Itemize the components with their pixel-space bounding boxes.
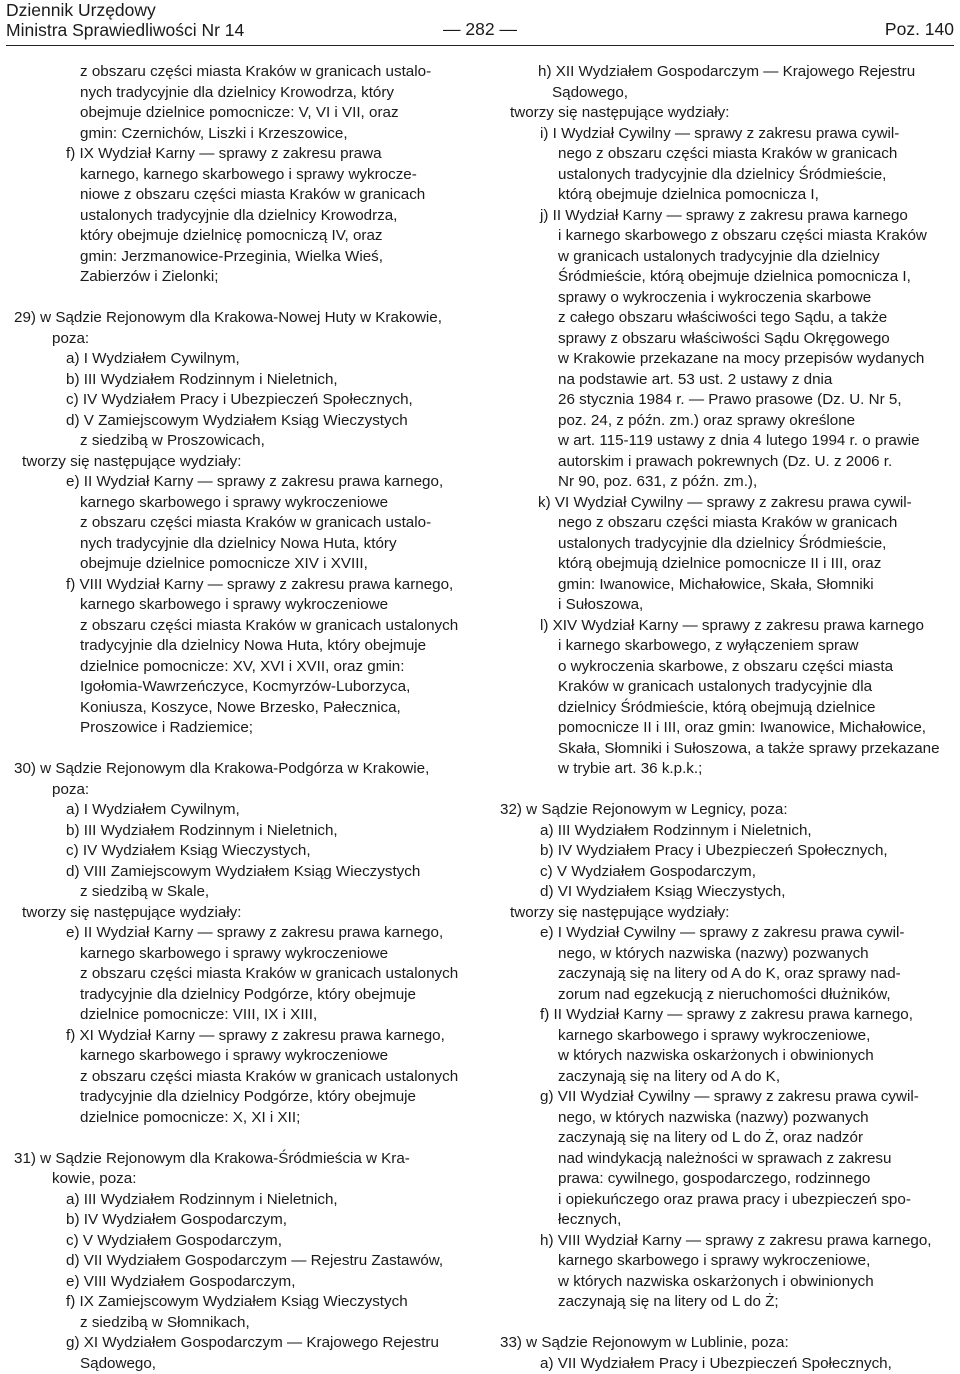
text-line: z obszaru części miasta Kraków w granicach ustalonych — [14, 1067, 470, 1088]
text-line: d) VII Wydziałem Gospodarczym — Rejestru Zastawów, — [14, 1251, 470, 1272]
text-line: poza: — [14, 329, 470, 350]
text-line: w trybie art. 36 k.p.k.; — [500, 759, 956, 780]
text-line: i Sułoszowa, — [500, 595, 956, 616]
text-line: o wykroczenia skarbowe, z obszaru części miasta — [500, 657, 956, 678]
publication-title: Dziennik Urzędowy — [6, 0, 244, 20]
text-line: Zabierzów i Zielonki; — [14, 267, 470, 288]
text-line: h) XII Wydziałem Gospodarczym — Krajowego Rejestru — [500, 62, 956, 83]
text-line: dzielnice pomocnicze: X, XI i XII; — [14, 1108, 470, 1129]
text-line: karnego skarbowego i sprawy wykroczeniowe, — [500, 1251, 956, 1272]
text-line: z siedzibą w Słomnikach, — [14, 1313, 470, 1334]
text-line: zorum nad egzekucją z nieruchomości dłużników, — [500, 985, 956, 1006]
text-line: b) IV Wydziałem Pracy i Ubezpieczeń Społecznych, — [500, 841, 956, 862]
text-line: gmin: Czernichów, Liszki i Krzeszowice, — [14, 124, 470, 145]
text-line: dzielnicy Śródmieście, którą obejmują dzielnice — [500, 698, 956, 719]
text-line: ustalonych tradycyjnie dla dzielnicy Krowodrza, — [14, 206, 470, 227]
text-line: c) IV Wydziałem Pracy i Ubezpieczeń Społecznych, — [14, 390, 470, 411]
text-line: e) II Wydział Karny — sprawy z zakresu prawa karnego, — [14, 472, 470, 493]
text-line: Sądowego, — [14, 1354, 470, 1374]
text-line: c) IV Wydziałem Ksiąg Wieczystych, — [14, 841, 470, 862]
text-line: b) IV Wydziałem Gospodarczym, — [14, 1210, 470, 1231]
text-line: sprawy o wykroczenia i wykroczenia skarbowe — [500, 288, 956, 309]
text-line: d) VI Wydziałem Ksiąg Wieczystych, — [500, 882, 956, 903]
text-line: tworzy się następujące wydziały: — [14, 452, 470, 473]
text-line: f) II Wydział Karny — sprawy z zakresu prawa karnego, — [500, 1005, 956, 1026]
text-line: zaczynają się na litery od L do Ż; — [500, 1292, 956, 1313]
text-line: i karnego skarbowego z obszaru części miasta Kraków — [500, 226, 956, 247]
text-line: Nr 90, poz. 631, z późn. zm.), — [500, 472, 956, 493]
text-line: j) II Wydział Karny — sprawy z zakresu prawa karnego — [500, 206, 956, 227]
text-line: tworzy się następujące wydziały: — [500, 103, 956, 124]
text-line: zaczynają się na litery od L do Ż, oraz nadzór — [500, 1128, 956, 1149]
text-line: tworzy się następujące wydziały: — [500, 903, 956, 924]
text-line: k) VI Wydział Cywilny — sprawy z zakresu prawa cywil- — [500, 493, 956, 514]
position-number: Poz. 140 — [885, 19, 954, 39]
text-line: Igołomia-Wawrzeńczyce, Kocmyrzów-Luborzyca, — [14, 677, 470, 698]
text-line: karnego skarbowego i sprawy wykroczeniowe — [14, 944, 470, 965]
text-line: z obszaru części miasta Kraków w granicach ustalo- — [14, 513, 470, 534]
text-line: zaczynają się na litery od A do K, — [500, 1067, 956, 1088]
text-line: poza: — [14, 780, 470, 801]
paragraph-gap — [14, 739, 470, 760]
paragraph-gap — [500, 1313, 956, 1334]
text-line: który obejmuje dzielnicę pomocniczą IV, oraz — [14, 226, 470, 247]
ministry-issue: Ministra Sprawiedliwości Nr 14 — [6, 20, 244, 40]
text-line: karnego skarbowego i sprawy wykroczeniowe, — [500, 1026, 956, 1047]
text-line: a) VII Wydziałem Pracy i Ubezpieczeń Społecznych, — [500, 1354, 956, 1374]
text-line: Koniusza, Koszyce, Nowe Brzesko, Pałecznica, — [14, 698, 470, 719]
header-rule — [6, 45, 954, 46]
paragraph-gap — [14, 1128, 470, 1149]
text-line: ustalonych tradycyjnie dla dzielnicy Śródmieście, — [500, 534, 956, 555]
text-line: zaczynają się na litery od A do K, oraz sprawy nad- — [500, 964, 956, 985]
text-line: z obszaru części miasta Kraków w granicach ustalonych — [14, 616, 470, 637]
text-line: g) VII Wydział Cywilny — sprawy z zakresu prawa cywil- — [500, 1087, 956, 1108]
text-line: a) III Wydziałem Rodzinnym i Nieletnich, — [500, 821, 956, 842]
text-line: w których nazwiska oskarżonych i obwinionych — [500, 1046, 956, 1067]
page-header — [6, 0, 954, 44]
text-line: prawa: cywilnego, gospodarczego, rodzinnego — [500, 1169, 956, 1190]
text-line: nad windykacją należności w sprawach z zakresu — [500, 1149, 956, 1170]
text-line: z obszaru części miasta Kraków w granicach ustalonych — [14, 964, 470, 985]
text-line: e) II Wydział Karny — sprawy z zakresu prawa karnego, — [14, 923, 470, 944]
text-line: w art. 115-119 ustawy z dnia 4 lutego 1994 r. o prawie — [500, 431, 956, 452]
text-line: ustalonych tradycyjnie dla dzielnicy Śródmieście, — [500, 165, 956, 186]
text-line: l) XIV Wydział Karny — sprawy z zakresu prawa karnego — [500, 616, 956, 637]
text-line: e) I Wydział Cywilny — sprawy z zakresu prawa cywil- — [500, 923, 956, 944]
text-line: którą obejmuje dzielnica pomocnicza I, — [500, 185, 956, 206]
text-line: b) III Wydziałem Rodzinnym i Nieletnich, — [14, 821, 470, 842]
text-line: i opiekuńczego oraz prawa pracy i ubezpieczeń spo- — [500, 1190, 956, 1211]
text-line: Skała, Słomniki i Sułoszowa, a także sprawy przekazane — [500, 739, 956, 760]
text-line: tradycyjnie dla dzielnicy Nowa Huta, który obejmuje — [14, 636, 470, 657]
text-line: nego, w których nazwiska (nazwy) pozwanych — [500, 944, 956, 965]
left-column — [14, 62, 470, 1374]
text-line: gmin: Iwanowice, Michałowice, Skała, Słomniki — [500, 575, 956, 596]
text-line: obejmuje dzielnice pomocnicze XIV i XVIII, — [14, 554, 470, 575]
text-line: f) IX Wydział Karny — sprawy z zakresu prawa — [14, 144, 470, 165]
text-line: którą obejmują dzielnice pomocnicze II i III, oraz — [500, 554, 956, 575]
text-line: dzielnice pomocnicze: VIII, IX i XIII, — [14, 1005, 470, 1026]
text-line: 29) w Sądzie Rejonowym dla Krakowa-Nowej Huty w Krakowie, — [14, 308, 470, 329]
text-line: kowie, poza: — [14, 1169, 470, 1190]
paragraph-gap — [14, 288, 470, 309]
text-line: z siedzibą w Proszowicach, — [14, 431, 470, 452]
text-line: karnego skarbowego i sprawy wykroczeniowe — [14, 493, 470, 514]
text-line: nego z obszaru części miasta Kraków w granicach — [500, 144, 956, 165]
text-line: f) VIII Wydział Karny — sprawy z zakresu prawa karnego, — [14, 575, 470, 596]
text-line: obejmuje dzielnice pomocnicze: V, VI i VII, oraz — [14, 103, 470, 124]
right-column — [500, 62, 956, 1374]
text-line: e) VIII Wydziałem Gospodarczym, — [14, 1272, 470, 1293]
text-line: tradycyjnie dla dzielnicy Podgórze, który obejmuje — [14, 985, 470, 1006]
text-line: a) I Wydziałem Cywilnym, — [14, 800, 470, 821]
text-line: tradycyjnie dla dzielnicy Podgórze, który obejmuje — [14, 1087, 470, 1108]
text-line: 26 stycznia 1984 r. — Prawo prasowe (Dz. U. Nr 5, — [500, 390, 956, 411]
text-line: na podstawie art. 53 ust. 2 ustawy z dnia — [500, 370, 956, 391]
text-line: w których nazwiska oskarżonych i obwinionych — [500, 1272, 956, 1293]
text-line: a) III Wydziałem Rodzinnym i Nieletnich, — [14, 1190, 470, 1211]
text-line: gmin: Jerzmanowice-Przeginia, Wielka Wieś, — [14, 247, 470, 268]
text-line: b) III Wydziałem Rodzinnym i Nieletnich, — [14, 370, 470, 391]
text-line: z obszaru części miasta Kraków w granicach ustalo- — [14, 62, 470, 83]
text-line: nego z obszaru części miasta Kraków w granicach — [500, 513, 956, 534]
text-line: Sądowego, — [500, 83, 956, 104]
text-line: c) V Wydziałem Gospodarczym, — [500, 862, 956, 883]
text-line: f) IX Zamiejscowym Wydziałem Ksiąg Wieczystych — [14, 1292, 470, 1313]
text-line: f) XI Wydział Karny — sprawy z zakresu prawa karnego, — [14, 1026, 470, 1047]
text-line: nego, w których nazwiska (nazwy) pozwanych — [500, 1108, 956, 1129]
text-line: 31) w Sądzie Rejonowym dla Krakowa-Śródmieścia w Kra- — [14, 1149, 470, 1170]
text-line: nych tradycyjnie dla dzielnicy Nowa Huta, który — [14, 534, 470, 555]
text-line: 30) w Sądzie Rejonowym dla Krakowa-Podgórza w Krakowie, — [14, 759, 470, 780]
text-line: karnego, karnego skarbowego i sprawy wykrocze- — [14, 165, 470, 186]
text-line: 32) w Sądzie Rejonowym w Legnicy, poza: — [500, 800, 956, 821]
text-line: 33) w Sądzie Rejonowym w Lublinie, poza: — [500, 1333, 956, 1354]
text-line: nych tradycyjnie dla dzielnicy Krowodrza, który — [14, 83, 470, 104]
text-line: a) I Wydziałem Cywilnym, — [14, 349, 470, 370]
text-line: dzielnice pomocnicze: XV, XVI i XVII, oraz gmin: — [14, 657, 470, 678]
text-line: w granicach ustalonych tradycyjnie dla dzielnicy — [500, 247, 956, 268]
text-line: z siedzibą w Skale, — [14, 882, 470, 903]
text-line: karnego skarbowego i sprawy wykroczeniowe — [14, 1046, 470, 1067]
text-line: z całego obszaru właściwości tego Sądu, a także — [500, 308, 956, 329]
text-line: karnego skarbowego i sprawy wykroczeniowe — [14, 595, 470, 616]
text-line: Kraków w granicach ustalonych tradycyjnie dla — [500, 677, 956, 698]
text-line: Proszowice i Radziemice; — [14, 718, 470, 739]
text-line: d) V Zamiejscowym Wydziałem Ksiąg Wieczystych — [14, 411, 470, 432]
text-line: Śródmieście, którą obejmuje dzielnica pomocnicza I, — [500, 267, 956, 288]
text-line: sprawy z obszaru właściwości Sądu Okręgowego — [500, 329, 956, 350]
text-line: h) VIII Wydział Karny — sprawy z zakresu prawa karnego, — [500, 1231, 956, 1252]
text-line: poz. 24, z późn. zm.) oraz sprawy określone — [500, 411, 956, 432]
text-line: c) V Wydziałem Gospodarczym, — [14, 1231, 470, 1252]
text-line: łecznych, — [500, 1210, 956, 1231]
text-line: d) VIII Zamiejscowym Wydziałem Ksiąg Wieczystych — [14, 862, 470, 883]
page-number: — 282 — — [6, 19, 954, 39]
text-line: autorskim i prawach pokrewnych (Dz. U. z 2006 r. — [500, 452, 956, 473]
text-line: niowe z obszaru części miasta Kraków w granicach — [14, 185, 470, 206]
text-line: w Krakowie przekazane na mocy przepisów wydanych — [500, 349, 956, 370]
text-line: pomocnicze II i III, oraz gmin: Iwanowice, Michałowice, — [500, 718, 956, 739]
text-line: g) XI Wydziałem Gospodarczym — Krajowego Rejestru — [14, 1333, 470, 1354]
paragraph-gap — [500, 780, 956, 801]
text-line: tworzy się następujące wydziały: — [14, 903, 470, 924]
text-line: i) I Wydział Cywilny — sprawy z zakresu prawa cywil- — [500, 124, 956, 145]
text-line: i karnego skarbowego, z wyłączeniem spraw — [500, 636, 956, 657]
